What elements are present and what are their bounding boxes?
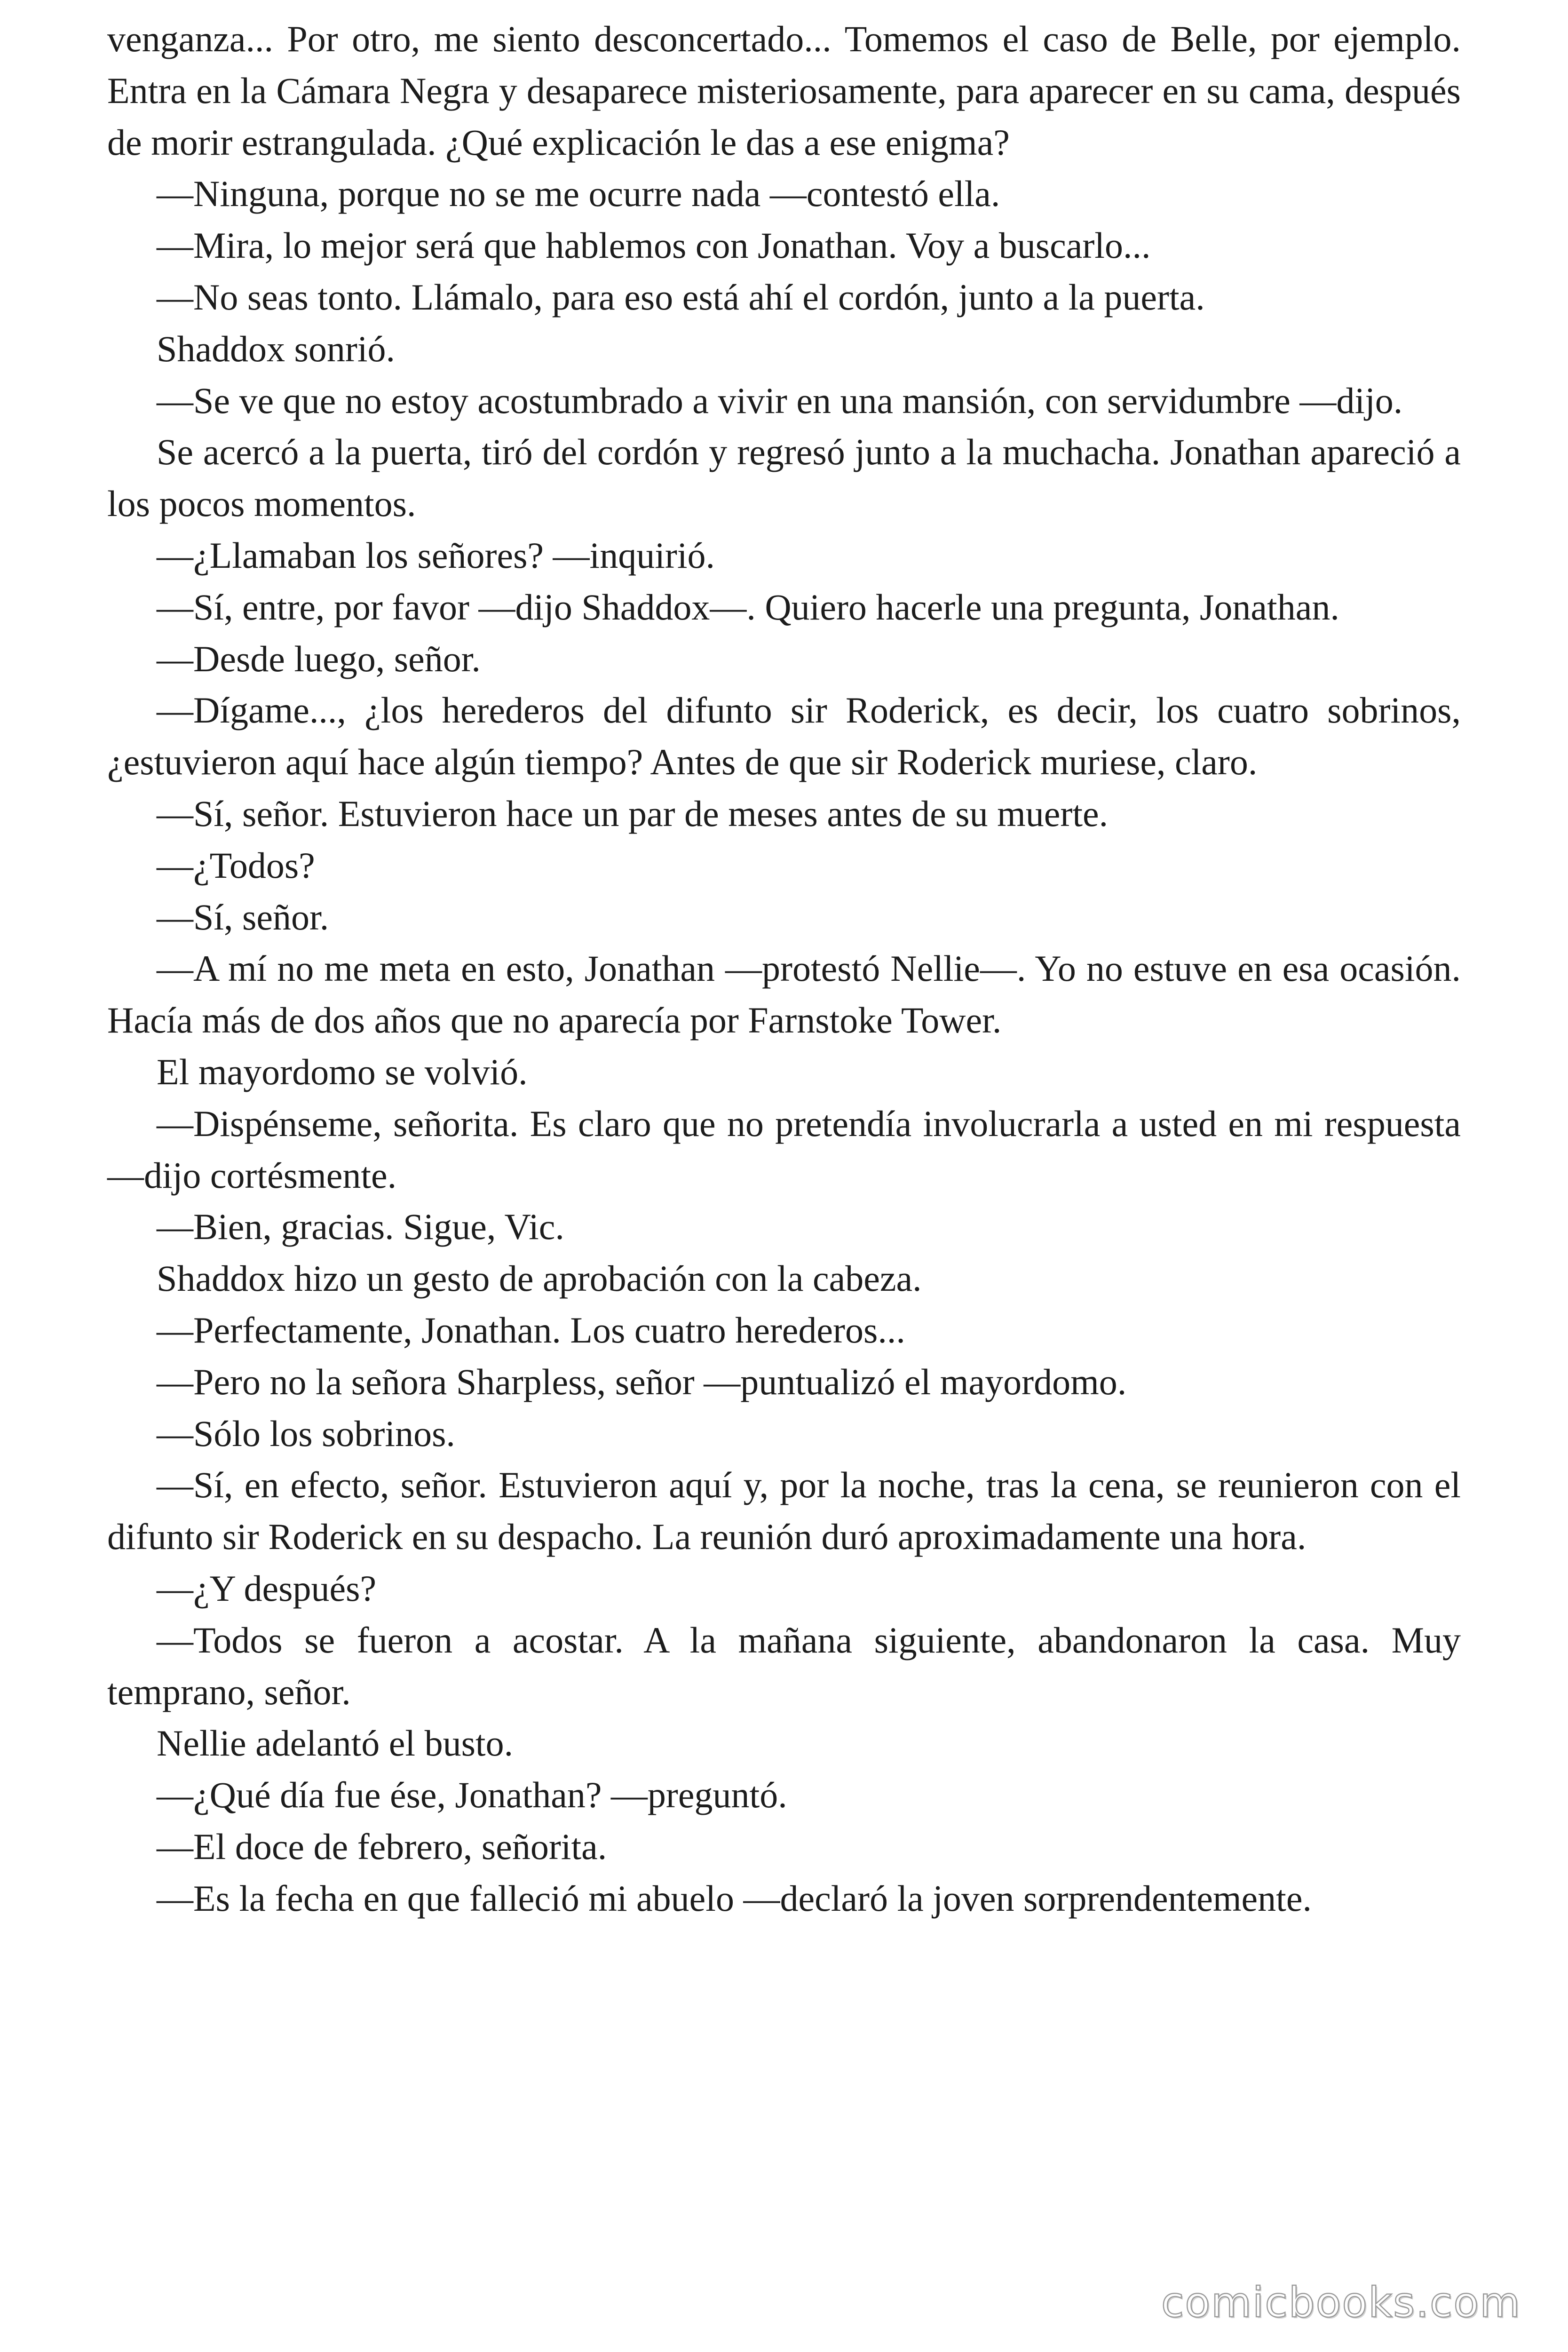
paragraph-3: —Mira, lo mejor será que hablemos con Jonathan. Voy a buscarlo...	[157, 225, 1151, 266]
paragraph-5: Shaddox sonrió.	[157, 328, 395, 369]
paragraph-19: Shaddox hizo un gesto de aprobación con la cabeza.	[157, 1258, 922, 1299]
book-page	[107, 13, 1461, 2252]
paragraph-28: —El doce de febrero, señorita.	[157, 1826, 607, 1867]
paragraph-16: El mayordomo se volvió.	[157, 1051, 528, 1092]
paragraph-26: Nellie adelantó el busto.	[157, 1723, 514, 1764]
paragraph-29: —Es la fecha en que falleció mi abuelo —declaró la joven sorprendentemente.	[157, 1877, 1312, 1919]
paragraph-10: —Desde luego, señor.	[157, 638, 481, 679]
paragraph-7: Se acercó a la puerta, tiró del cordón y regresó junto a la muchacha. Jonathan apareció a los pocos momentos.	[107, 431, 1461, 524]
paragraph-21: —Pero no la señora Sharpless, señor —puntualizó el mayordomo.	[157, 1361, 1127, 1402]
paragraph-23: —Sí, en efecto, señor. Estuvieron aquí y, por la noche, tras la cena, se reunieron con el difunto sir Roderick en su despacho. La reunión duró aproximadamente una hora.	[107, 1464, 1461, 1557]
paragraph-27: —¿Qué día fue ése, Jonathan? —preguntó.	[157, 1774, 787, 1816]
paragraph-1: venganza... Por otro, me siento desconcertado... Tomemos el caso de Belle, por ejemplo. Entra en la Cámara Negra y desaparece misteriosamente, para aparecer en su cama, después de morir estrangulada. ¿Qué explicación le das a ese enigma?	[107, 18, 1461, 163]
paragraph-14: —Sí, señor.	[157, 896, 329, 938]
paragraph-25: —Todos se fueron a acostar. A la mañana siguiente, abandonaron la casa. Muy temprano, señor.	[107, 1619, 1461, 1712]
paragraph-18: —Bien, gracias. Sigue, Vic.	[157, 1206, 564, 1248]
paragraph-8: —¿Llamaban los señores? —inquirió.	[157, 534, 715, 576]
watermark: comicbooks.com	[1161, 2278, 1521, 2327]
paragraph-9: —Sí, entre, por favor —dijo Shaddox—. Quiero hacerle una pregunta, Jonathan.	[157, 586, 1339, 628]
paragraph-17: —Dispénseme, señorita. Es claro que no pretendía involucrarla a usted en mi respuesta —dijo cortésmente.	[107, 1103, 1461, 1196]
paragraph-24: —¿Y después?	[157, 1567, 377, 1609]
paragraph-6: —Se ve que no estoy acostumbrado a vivir en una mansión, con servidumbre —dijo.	[157, 380, 1403, 421]
paragraph-15: —A mí no me meta en esto, Jonathan —protestó Nellie—. Yo no estuve en esa ocasión. Hacía más de dos años que no aparecía por Farnstoke Tower.	[107, 948, 1461, 1041]
paragraph-4: —No seas tonto. Llámalo, para eso está ahí el cordón, junto a la puerta.	[157, 276, 1205, 318]
paragraph-22: —Sólo los sobrinos.	[157, 1413, 455, 1454]
paragraph-11: —Dígame..., ¿los herederos del difunto sir Roderick, es decir, los cuatro sobrinos, ¿estuvieron aquí hace algún tiempo? Antes de que sir Roderick muriese, claro.	[107, 690, 1461, 783]
paragraph-20: —Perfectamente, Jonathan. Los cuatro herederos...	[157, 1309, 905, 1351]
paragraph-2: —Ninguna, porque no se me ocurre nada —contestó ella.	[157, 173, 1000, 215]
paragraph-12: —Sí, señor. Estuvieron hace un par de meses antes de su muerte.	[157, 793, 1109, 834]
paragraph-13: —¿Todos?	[157, 844, 315, 886]
